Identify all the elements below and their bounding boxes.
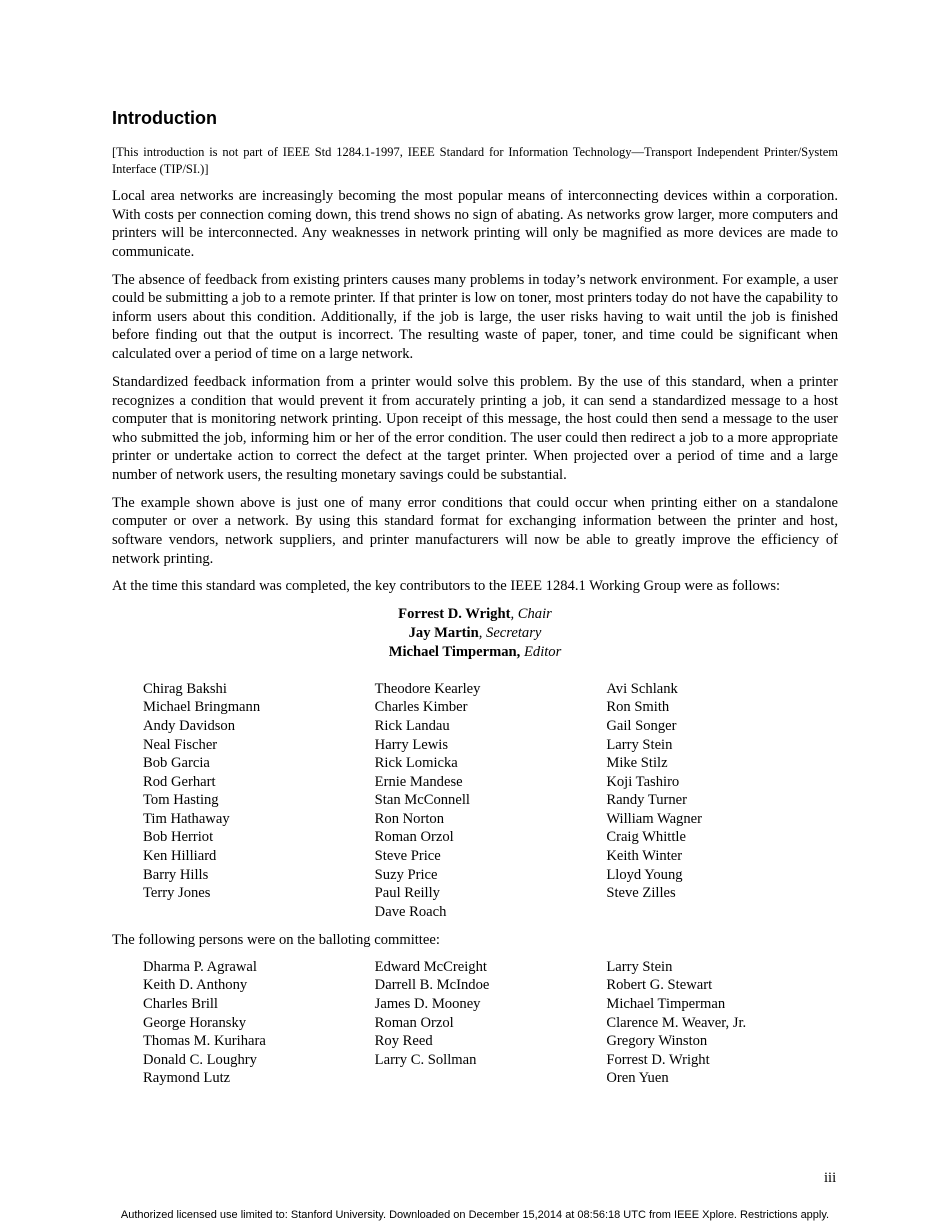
member-name: James D. Mooney bbox=[374, 995, 481, 1012]
member-name: Oren Yuen bbox=[606, 1070, 669, 1087]
paragraph: Local area networks are increasingly becoming the most popular means of interconnecting devices within a corporation. With costs per connection coming down, this trend shows no sign of abating. As networks grow larger, more computers and printers will be interconnected. Any weaknesses in network printing will only be magnified as more devices are made to communicate. bbox=[112, 188, 838, 260]
name-column bbox=[606, 958, 838, 1088]
officer-name: Jay Martin bbox=[408, 624, 479, 641]
member-name: Harry Lewis bbox=[374, 736, 449, 753]
paragraph: The example shown above is just one of many error conditions that could occur when printing either on a standalone computer or over a network. By using this standard format for exchanging information between the printer and host, software vendors, network suppliers, and printer manufacturers will now be able to greatly improve the efficiency of network printing. bbox=[112, 494, 838, 567]
member-name: Dharma P. Agrawal bbox=[143, 958, 257, 975]
name-column bbox=[606, 680, 838, 922]
member-name: Avi Schlank bbox=[606, 680, 678, 697]
officer-name: Forrest D. Wright bbox=[398, 606, 511, 623]
document-page bbox=[112, 105, 838, 1088]
member-name: Edward McCreight bbox=[374, 958, 487, 975]
member-name: Rick Landau bbox=[374, 717, 450, 734]
member-name: Larry C. Sollman bbox=[374, 1051, 477, 1068]
member-name: Larry Stein bbox=[606, 958, 673, 975]
officer-name: Michael Timperman, bbox=[388, 643, 521, 660]
member-name: George Horansky bbox=[143, 1014, 247, 1031]
member-name: Roman Orzol bbox=[374, 829, 454, 846]
member-name: Ron Norton bbox=[374, 810, 444, 827]
member-name: Steve Zilles bbox=[606, 885, 676, 902]
paragraph: At the time this standard was completed, the key contributors to the IEEE 1284.1 Working Group were as follows: bbox=[112, 578, 781, 595]
officer-secretary bbox=[112, 624, 838, 643]
section-heading: Introduction bbox=[112, 108, 217, 128]
member-name: Charles Kimber bbox=[374, 699, 468, 716]
name-column bbox=[375, 958, 607, 1088]
member-name: Terry Jones bbox=[143, 885, 211, 902]
member-name: Gregory Winston bbox=[606, 1033, 708, 1050]
member-name: Rick Lomicka bbox=[374, 755, 458, 772]
balloting-committee-members bbox=[112, 958, 838, 1088]
member-name: Bob Herriot bbox=[143, 829, 214, 846]
member-name: Dave Roach bbox=[374, 903, 447, 920]
member-name: Theodore Kearley bbox=[374, 680, 481, 697]
member-name: Larry Stein bbox=[606, 736, 673, 753]
member-name: Stan McConnell bbox=[374, 792, 470, 809]
name-column bbox=[143, 958, 375, 1088]
member-name: Roman Orzol bbox=[374, 1014, 454, 1031]
member-name: Donald C. Loughry bbox=[143, 1051, 257, 1068]
member-name: Raymond Lutz bbox=[143, 1070, 231, 1087]
member-name: Thomas M. Kurihara bbox=[143, 1033, 266, 1050]
member-name: Clarence M. Weaver, Jr. bbox=[606, 1014, 747, 1031]
member-name: Michael Timperman bbox=[606, 995, 726, 1012]
member-name: Ken Hilliard bbox=[143, 848, 217, 865]
member-name: Lloyd Young bbox=[606, 866, 683, 883]
member-name: William Wagner bbox=[606, 810, 702, 827]
member-name: Craig Whittle bbox=[606, 829, 686, 846]
working-group-officers bbox=[112, 605, 838, 661]
paragraph: Standardized feedback information from a printer would solve this problem. By the use of this standard, when a printer recognizes a condition that would prevent it from accurately printing a job, it can send a standardized message to a host computer that is monitoring network printing. Upon receipt of this message, the host could then send a message to the user who submitted the job, informing him or her of the error condition. The user could then redirect a job to a more appropriate printer or undertake action to correct the defect at the target printer. When projected over a period of time and a large number of network users, the resulting monetary savings could be substantial. bbox=[112, 373, 838, 483]
member-name: Suzy Price bbox=[374, 866, 438, 883]
officer-role: , Secretary bbox=[478, 624, 542, 641]
member-name: Koji Tashiro bbox=[606, 773, 680, 790]
working-group-members bbox=[112, 680, 838, 922]
introduction-note: [This introduction is not part of IEEE Std 1284.1-1997, IEEE Standard for Information Technology—Transport Independent Printer/System Interface (TIP/SI.)] bbox=[112, 145, 838, 176]
ballot-intro: The following persons were on the balloting committee: bbox=[112, 931, 440, 948]
member-name: Gail Songer bbox=[606, 717, 677, 734]
member-name: Tim Hathaway bbox=[143, 810, 230, 827]
officer-role: Editor bbox=[520, 643, 562, 660]
member-name: Robert G. Stewart bbox=[606, 977, 713, 994]
name-column bbox=[375, 680, 607, 922]
member-name: Michael Bringmann bbox=[143, 699, 261, 716]
officer-role: , Chair bbox=[510, 606, 552, 623]
member-name: Barry Hills bbox=[143, 866, 209, 883]
member-name: Mike Stilz bbox=[606, 755, 668, 772]
member-name: Andy Davidson bbox=[143, 717, 236, 734]
member-name: Forrest D. Wright bbox=[606, 1051, 710, 1068]
officer-editor bbox=[112, 643, 838, 662]
member-name: Keith D. Anthony bbox=[143, 977, 248, 994]
paragraph: The absence of feedback from existing printers causes many problems in today’s network environment. For example, a user could be submitting a job to a remote printer. If that printer is low on toner, most printers today do not have the capability to inform users about this condition. Additionally, if the job is large, the user risks having to wait until the job is finished before finding out that the output is incorrect. The resulting waste of paper, toner, and time could be significant when calculated over a period of time on a large network. bbox=[112, 271, 838, 363]
member-name: Keith Winter bbox=[606, 848, 683, 865]
member-name: Chirag Bakshi bbox=[143, 680, 227, 697]
member-name: Steve Price bbox=[374, 848, 441, 865]
member-name: Tom Hasting bbox=[143, 792, 219, 809]
member-name: Bob Garcia bbox=[143, 755, 210, 772]
member-name: Paul Reilly bbox=[374, 885, 440, 902]
member-name: Charles Brill bbox=[143, 995, 218, 1012]
member-name: Ernie Mandese bbox=[374, 773, 463, 790]
officer-chair bbox=[112, 605, 838, 624]
license-footer: Authorized licensed use limited to: Stanford University. Downloaded on December 15,2014 at 08:56:18 UTC from IEEE Xplore. Restrictions apply. bbox=[120, 1209, 830, 1221]
name-column bbox=[143, 680, 375, 922]
member-name: Roy Reed bbox=[374, 1033, 433, 1050]
member-name: Neal Fischer bbox=[143, 736, 218, 753]
member-name: Ron Smith bbox=[606, 699, 670, 716]
member-name: Randy Turner bbox=[606, 792, 688, 809]
page-number: iii bbox=[824, 1170, 837, 1186]
member-name: Darrell B. McIndoe bbox=[374, 977, 490, 994]
member-name: Rod Gerhart bbox=[143, 773, 216, 790]
